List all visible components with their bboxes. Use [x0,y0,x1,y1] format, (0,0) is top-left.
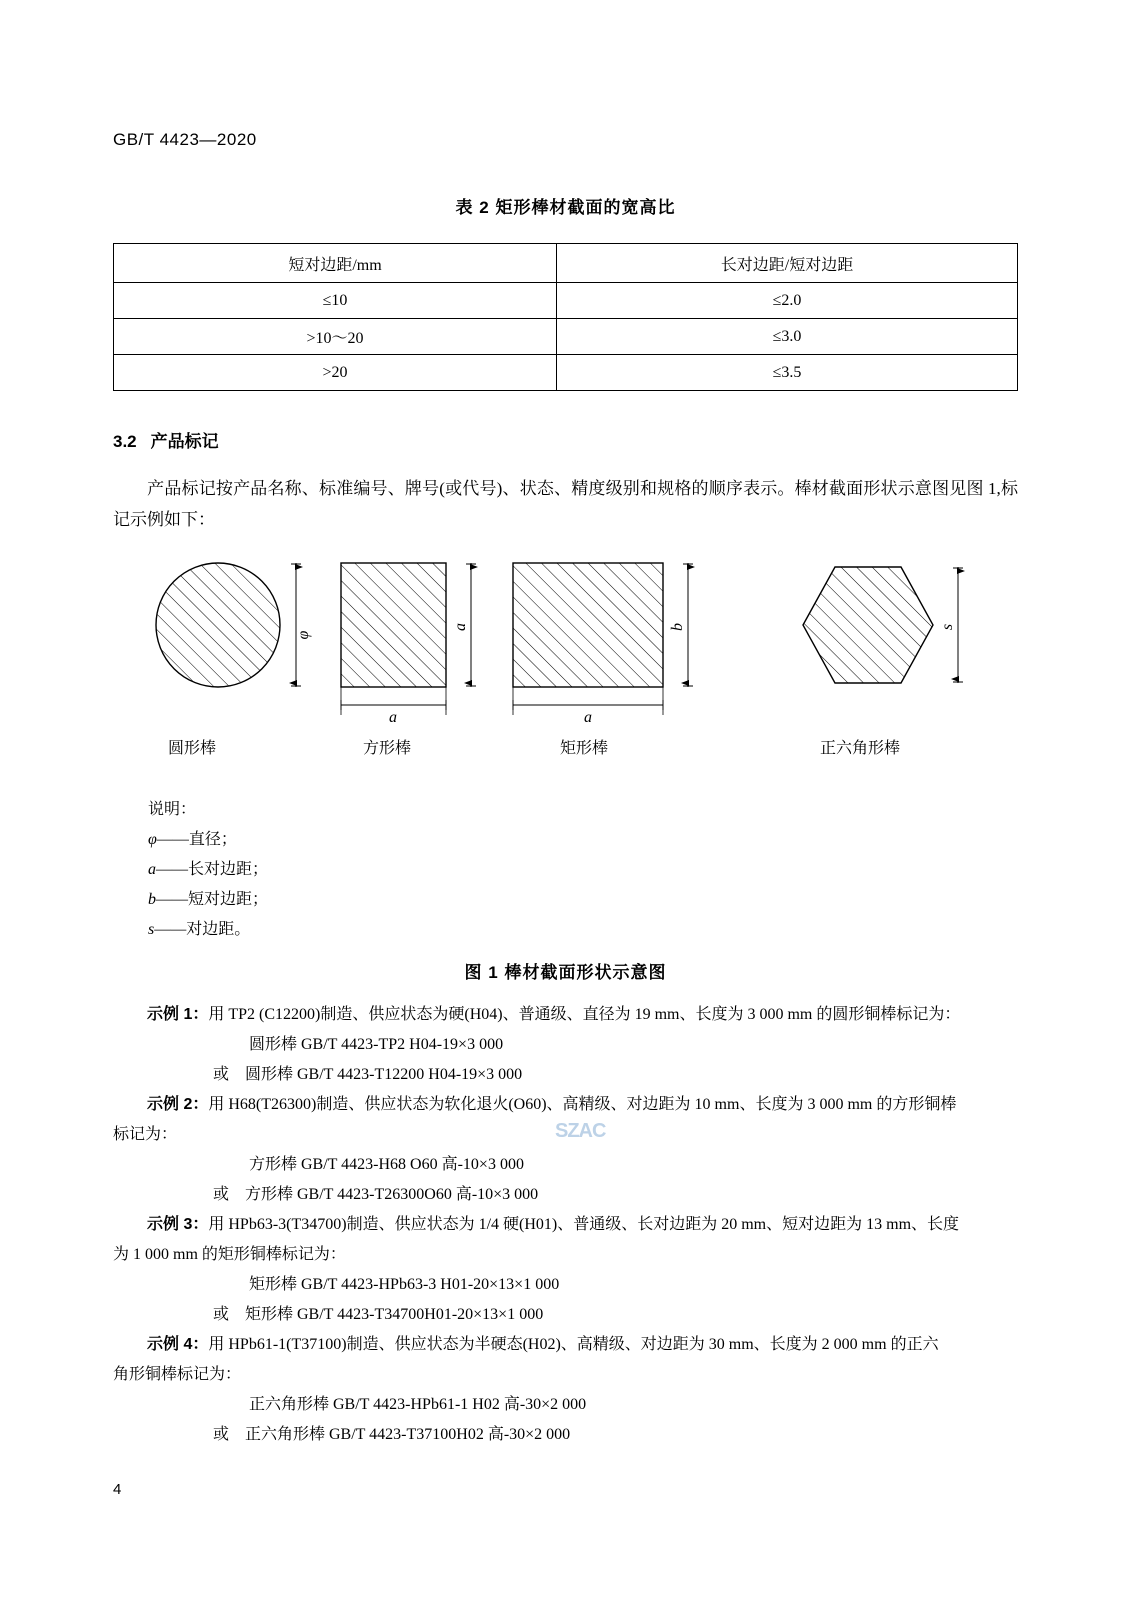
svg-text:a: a [452,623,469,631]
svg-text:φ: φ [295,630,312,640]
example-mark-line: 或 方形棒 GB/T 4423-T26300O60 高-10×3 000 [213,1186,539,1203]
svg-text:s: s [939,623,956,631]
legend-text: ——直径； [156,831,237,848]
svg-text:a: a [389,709,397,726]
example-text-cont: 角形铜棒标记为： [113,1366,242,1383]
example-text-cont: 为 1 000 mm 的矩形铜棒标记为： [113,1246,346,1263]
legend-symbol: φ [148,831,157,848]
table-row [114,355,1018,391]
example-mark-line: 或 正六角形棒 GB/T 4423-T37100H02 高-30×2 000 [213,1426,571,1443]
example-text: 用 TP2 (C12200)制造、供应状态为硬(H04)、普通级、直径为 19 mm、长度为 3 000 mm 的圆形铜棒标记为： [208,1006,961,1023]
width-height-ratio-table [113,243,1018,391]
legend-heading: 说明： [148,801,197,818]
example-text: 用 HPb61-1(T37100)制造、供应状态为半硬态(H02)、高精级、对边距为 30 mm、长度为 2 000 mm 的正六 [208,1336,939,1353]
example-mark-line: 正六角形棒 GB/T 4423-HPb61-1 H02 高-30×2 000 [249,1396,587,1413]
example-mark-line: 或 圆形棒 GB/T 4423-T12200 H04-19×3 000 [213,1066,523,1083]
legend-text: ——短对边距； [156,891,269,908]
paragraph-text: 产品标记按产品名称、标准编号、牌号(或代号)、状态、精度级别和规格的顺序表示。棒材截面形状示意图见图 1,标记示例如下： [113,479,1018,529]
legend-symbol: s [148,921,155,938]
legend-item [148,855,268,885]
table-column-header: 短对边距/mm [114,244,557,283]
example-mark-line: 圆形棒 GB/T 4423-TP2 H04-19×3 000 [249,1036,504,1053]
example-2 [113,1090,1018,1210]
example-text: 用 HPb63-3(T34700)制造、供应状态为 1/4 硬(H01)、普通级、长对边距为 20 mm、短对边距为 13 mm、长度 [208,1216,960,1233]
section-number: 3.2 [113,432,137,451]
page-header: GB/T 4423—2020 [113,130,257,149]
example-mark-line: 矩形棒 GB/T 4423-HPb63-3 H01-20×13×1 000 [249,1276,560,1293]
svg-text:a: a [584,709,592,726]
example-label: 示例 4： [147,1336,209,1353]
legend-item [148,885,268,915]
example-text-cont: 标记为： [113,1126,178,1143]
table-cell: >20 [114,355,557,391]
figure-legend [148,795,268,945]
legend-item [148,915,268,945]
example-label: 示例 2： [147,1096,209,1113]
shape-caption-hex: 正六角形棒 [820,740,901,757]
shape-caption-rect: 矩形棒 [560,740,609,757]
table-column-header: 长对边距/短对边距 [557,244,1018,283]
table-caption: 表 2 矩形棒材截面的宽高比 [455,198,676,217]
section-title: 产品标记 [150,432,219,451]
legend-symbol: a [148,861,156,878]
table-cell: ≤2.0 [557,283,1018,319]
table-cell: ≤3.0 [557,319,1018,355]
table-row [114,283,1018,319]
example-3 [113,1210,1018,1330]
legend-text: ——长对边距； [156,861,269,878]
example-label: 示例 3： [147,1216,209,1233]
example-1 [113,1000,1018,1090]
table-cell: ≤3.5 [557,355,1018,391]
table-cell: >10～20 [114,319,557,355]
section-paragraph [113,473,1018,535]
table-row [114,319,1018,355]
shape-caption-square: 方形棒 [363,740,412,757]
legend-item [148,825,268,855]
example-mark-line: 方形棒 GB/T 4423-H68 O60 高-10×3 000 [249,1156,524,1173]
figure-title: 图 1 棒材截面形状示意图 [464,963,667,982]
page-number: 4 [113,1481,122,1498]
table-cell: ≤10 [114,283,557,319]
table-header-row [114,244,1018,283]
shape-caption-circle: 圆形棒 [168,740,217,757]
svg-text:b: b [669,623,686,631]
example-label: 示例 1： [147,1006,209,1023]
legend-text: ——对边距。 [154,921,251,938]
watermark: SZAC [555,1120,606,1142]
example-4 [113,1330,1018,1450]
example-text: 用 H68(T26300)制造、供应状态为软化退火(O60)、高精级、对边距为 10 mm、长度为 3 000 mm 的方形铜棒 [208,1096,957,1113]
legend-symbol: b [148,891,156,908]
figure-captions [113,735,1018,759]
section-heading [113,427,219,452]
example-mark-line: 或 矩形棒 GB/T 4423-T34700H01-20×13×1 000 [213,1306,544,1323]
